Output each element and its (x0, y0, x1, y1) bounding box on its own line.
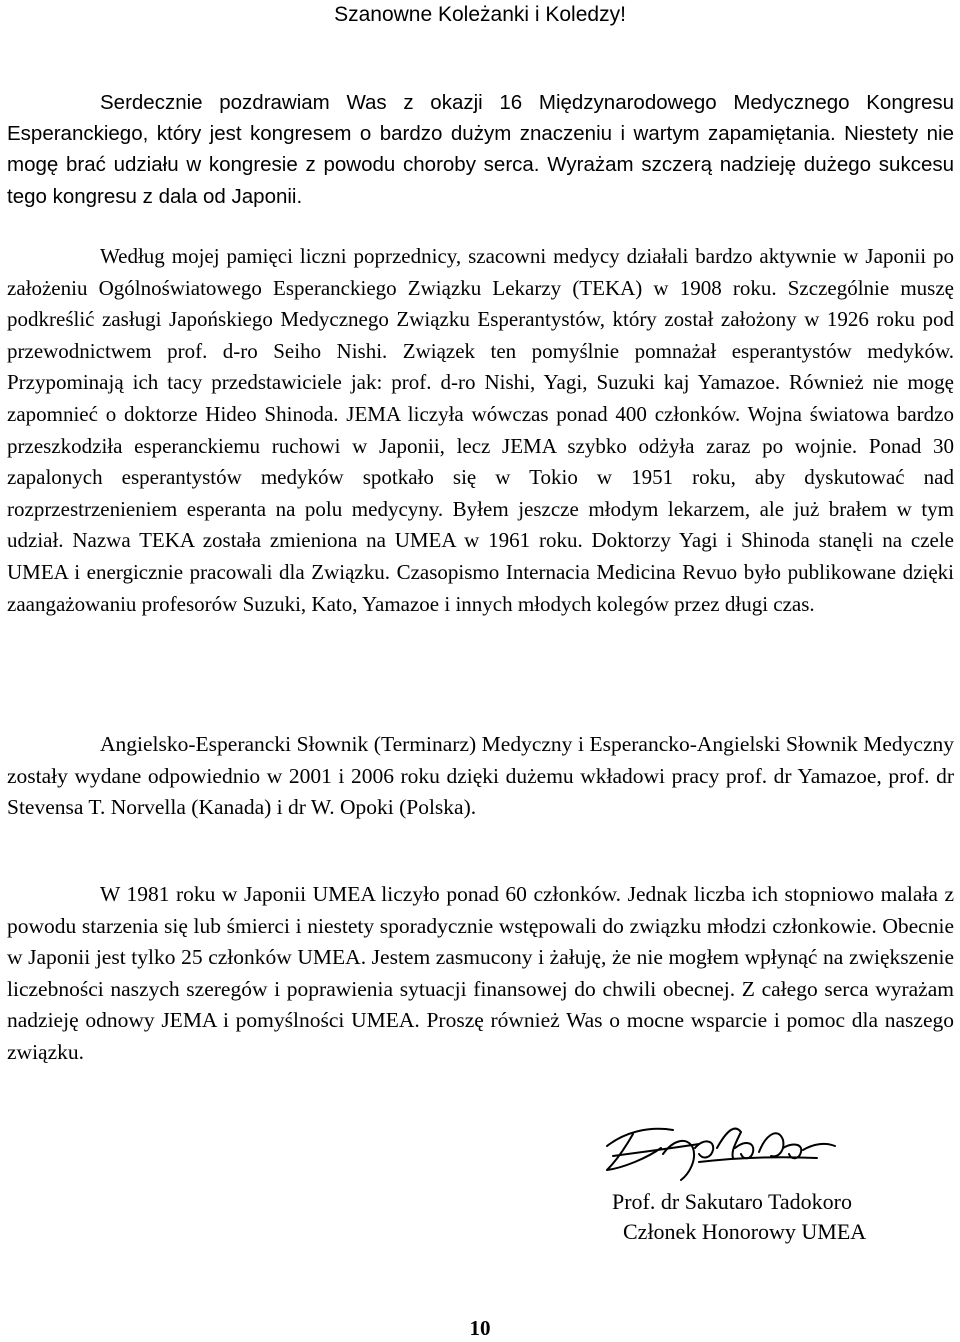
paragraph-intro: Serdecznie pozdrawiam Was z okazji 16 Międzynarodowego Medycznego Kongresu Esperanckiego, który jest kongresem o bardzo dużym znaczeniu i wartym zapamiętania. Niestety nie mogę brać udziału w kongresie z powodu choroby serca. Wyrażam szczerą nadzieję dużego sukcesu tego kongresu z dala od Japonii. (7, 91, 954, 208)
signer-name: Prof. dr Sakutaro Tadokoro (612, 1189, 853, 1214)
handwritten-signature (603, 1118, 841, 1184)
page-number: 10 (469, 1316, 491, 1340)
paragraph-history: Według mojej pamięci liczni poprzednicy, szacowni medycy działali bardzo aktywnie w Japonii po założeniu Ogólnoświatowego Esperanckiego Związku Lekarzy (TEKA) w 1908 roku. Szczególnie muszę podkreślić zasługi Japońskiego Medycznego Związku Esperantystów, który został założony w 1926 roku pod przewodnictwem prof. d-ro Seiho Nishi. Związek ten pomyślnie pomnażał esperantystów medyków. Przypominają ich tacy przedstawiciele jak: prof. d-ro Nishi, Yagi, Suzuki kaj Yamazoe. Również nie mogę zapomnieć o doktorze Hideo Shinoda. JEMA liczyła wówczas ponad 400 członków. Wojna światowa bardzo przeszkodziła esperanckiemu ruchowi w Japonii, lecz JEMA szybko odżyła zaraz po wojnie. Ponad 30 zapalonych esperantystów medyków spotkało się w Tokio w 1951 roku, aby dyskutować nad rozprzestrzenieniem esperanta na polu medycyny. Byłem jeszcze młodym lekarzem, ale już brałem w tym udział. Nazwa TEKA została zmieniona na UMEA w 1961 roku. Doktorzy Yagi i Shinoda stanęli na czele UMEA i energicznie pracowali dla Związku. Czasopismo Internacia Medicina Revuo było publikowane dzięki zaangażowaniu profesorów Suzuki, Kato, Yamazoe i innych młodych kolegów przez długi czas. (7, 244, 954, 616)
paragraph-dictionaries: Angielsko-Esperancki Słownik (Terminarz) Medyczny i Esperancko-Angielski Słownik Medyczny zostały wydane odpowiednio w 2001 i 2006 roku dzięki dużemu wkładowi pracy prof. dr Yamazoe, prof. dr Stevensa T. Norvella (Kanada) i dr W. Opoki (Polska). (7, 732, 954, 820)
paragraph-membership: W 1981 roku w Japonii UMEA liczyło ponad 60 członków. Jednak liczba ich stopniowo malała z powodu starzenia się lub śmierci i niestety sporadycznie wstępowali do związku młodzi członkowie. Obecnie w Japonii jest tylko 25 członków UMEA. Jestem zasmucony i żałuję, że nie mogłem wpłynąć na zwiększenie liczebności naszych szeregów i poprawienia sytuacji finansowej do chwili obecnej. Z całego serca wyrażam nadzieję odnowy JEMA i pomyślności UMEA. Proszę również Was o mocne wsparcie i pomoc dla naszego związku. (7, 882, 954, 1064)
signer-title: Członek Honorowy UMEA (623, 1219, 867, 1244)
letter-greeting: Szanowne Koleżanki i Koledzy! (334, 3, 626, 26)
